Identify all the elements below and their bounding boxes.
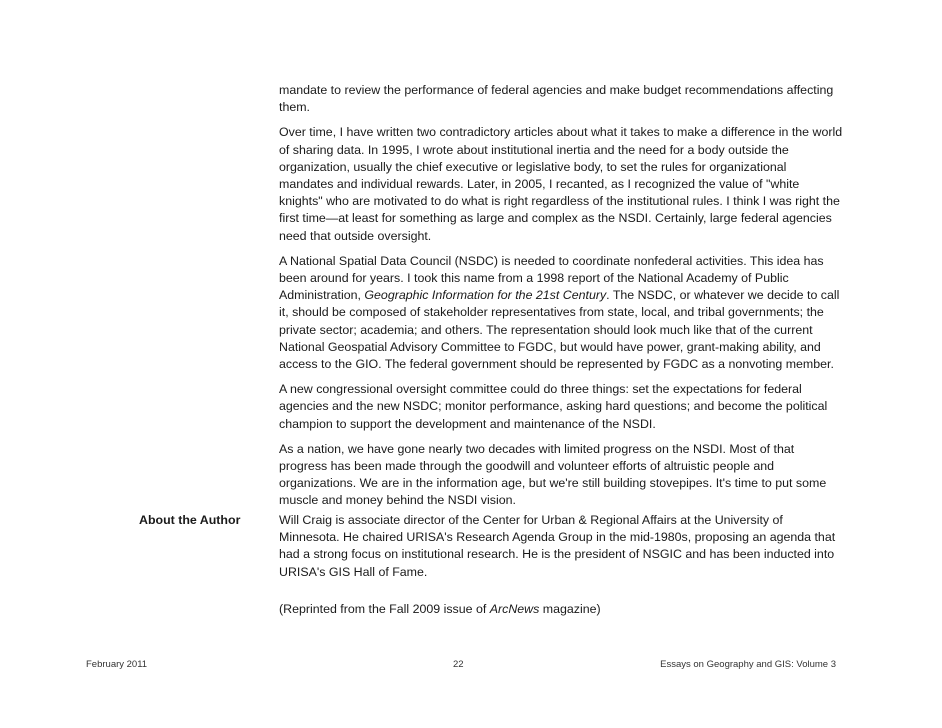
paragraph: A new congressional oversight committee could do three things: set the expectations for federal agencies and the new NSDC; monitor performance, asking hard questions; and become the political champion to support the development and maintenance of the NSDI. — [279, 382, 828, 431]
footer-title: Essays on Geography and GIS: Volume 3 — [660, 659, 836, 670]
about-author-text: Will Craig is associate director of the Center for Urban & Regional Affairs at the University of Minnesota. He chaired URISA's Research Agenda Group in the mid-1980s, proposing an agenda that had a strong focus on institutional research. He is the president of NSGIC and has been inducted into URISA's GIS Hall of Fame. — [279, 513, 836, 579]
paragraph-text: . The NSDC, or whatever we decide to call it, should be composed of stakeholder representatives from state, local, and tribal governments; the private sector; academia; and others. The representation should look much like that of the current National Geospatial Advisory Committee to FGDC, but would have power, grant-making ability, and access to the GIO. The federal government should be represented by FGDC as a nonvoting member. — [279, 288, 840, 372]
about-author-heading: About the Author — [139, 513, 241, 527]
reprint-text: magazine) — [539, 602, 601, 616]
body-text — [279, 82, 844, 510]
reprint-text: (Reprinted from the Fall 2009 issue of — [279, 602, 490, 616]
paragraph: mandate to review the performance of federal agencies and make budget recommendations affecting them. — [279, 83, 834, 115]
report-title: Geographic Information for the 21st Century — [364, 288, 607, 303]
magazine-title: ArcNews — [489, 602, 540, 616]
paragraph: Over time, I have written two contradictory articles about what it takes to make a difference in the world of sharing data. In 1995, I wrote about institutional inertia and the need for a body outside the organization, usually the chief executive or legislative body, to set the rules for organizational mandates and individual rewards. Later, in 2005, I recanted, as I recognized the value of "white knights" who are motivated to do what is right regardless of the institutional rules. I think I was right the first time—at least for something as large and complex as the NSDI. Certainly, large federal agencies need that outside oversight. — [279, 125, 843, 243]
footer-date: February 2011 — [86, 659, 148, 670]
reprint-note — [279, 601, 601, 618]
paragraph-text: A National Spatial Data Council (NSDC) is needed to coordinate nonfederal activities. This idea has been around for years. I took this name from a 1998 report of the National Academy of Public Administration, — [279, 253, 824, 303]
paragraph — [279, 253, 844, 373]
footer-page-number: 22 — [453, 659, 464, 670]
paragraph: As a nation, we have gone nearly two decades with limited progress on the NSDI. Most of that progress has been made through the goodwill and volunteer efforts of altruistic people and organizations. We are in the information age, but we're still building stovepipes. It's time to put some muscle and money behind the NSDI vision. — [279, 441, 827, 508]
